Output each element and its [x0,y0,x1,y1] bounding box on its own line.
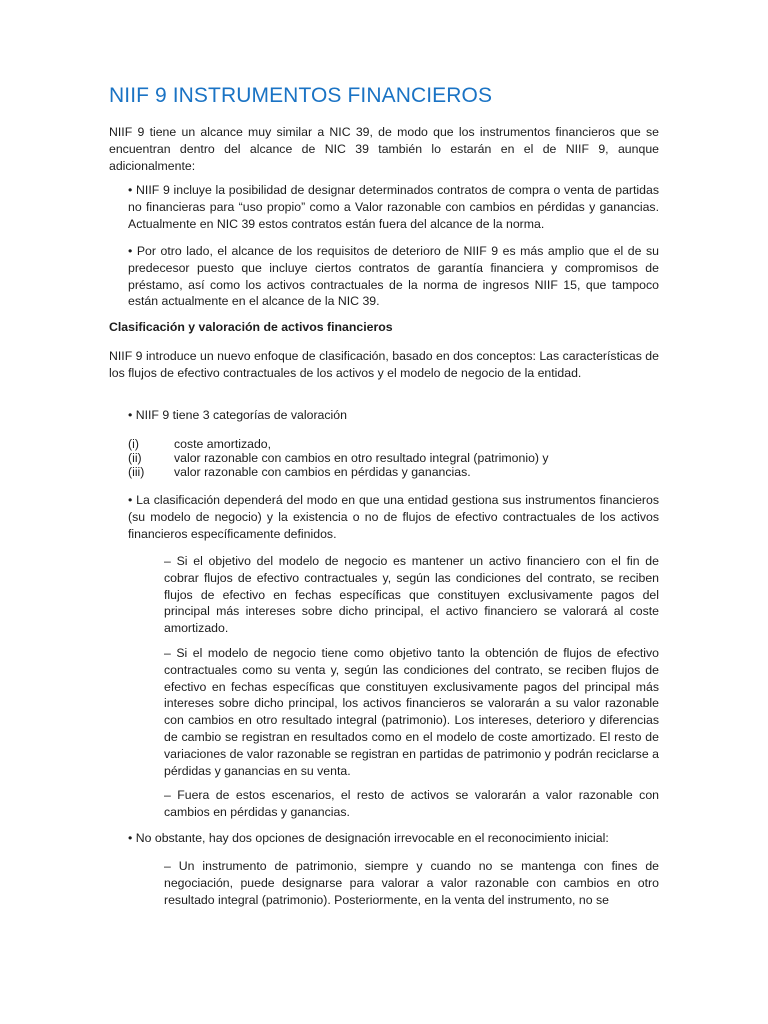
page-title: NIIF 9 INSTRUMENTOS FINANCIEROS [109,84,493,107]
intro-paragraph: NIIF 9 tiene un alcance muy similar a NIC 39, de modo que los instrumentos financieros que se encuentran dentro del alcance de NIC 39 también lo estarán en el de NIIF 9, aunque adicionalmente: [109,125,659,173]
category-text: valor razonable con cambios en otro resultado integral (patrimonio) y [174,451,549,465]
designation-bullet: • No obstante, hay dos opciones de designación irrevocable en el reconocimiento inicial: [128,831,609,845]
category-item [128,451,668,465]
scope-bullet-1: • NIIF 9 incluye la posibilidad de designar determinados contratos de compra o venta de partidas no financieras para “uso propio” como a Valor razonable con cambios en pérdidas y ganancias. Actualmente en NIC 39 estos contratos están fuera del alcance de la norma. [128,183,659,231]
section-heading: Clasificación y valoración de activos financieros [109,320,393,334]
category-number: (i) [128,437,139,451]
scope-bullet-2: • Por otro lado, el alcance de los requisitos de deterioro de NIIF 9 es más amplio que el de su predecesor puesto que incluye ciertos contratos de garantía financiera y compromisos de préstamo, así como los activos contractuales de la norma de ingresos NIIF 15, que tampoco están actualmente en el alcance de la NIC 39. [128,244,659,309]
section-intro: NIIF 9 introduce un nuevo enfoque de clasificación, basado en dos conceptos: Las características de los flujos de efectivo contractuales de los activos y el modelo de negocio de la entidad. [109,349,659,380]
amortized-cost-dash: – Si el objetivo del modelo de negocio es mantener un activo financiero con el fin de cobrar flujos de efectivo contractuales y, según las condiciones del contrato, se reciben flujos de efectivo en fechas específicas que constituyen exclusivamente pagos del principal más intereses sobre dicho principal, el activo financiero se valorará al coste amortizado. [164,554,659,636]
category-item [128,437,668,451]
oci-dash: – Si el modelo de negocio tiene como objetivo tanto la obtención de flujos de efectivo contractuales como su venta y, según las condiciones del contrato, se reciben flujos de efectivo en fechas específicas que constituyen exclusivamente pagos del principal más intereses sobre dicho principal, los activos financieros se valorarán a su valor razonable con cambios en otro resultado integral (patrimonio). Los intereses, deterioro y diferencias de cambio se registran en resultados como en el modelo de coste amortizado. El resto de variaciones de valor razonable se registran en partidas de patrimonio y podrán reciclarse a pérdidas y ganancias en su venta. [164,646,659,778]
classification-bullet: • La clasificación dependerá del modo en que una entidad gestiona sus instrumentos financieros (su modelo de negocio) y la existencia o no de flujos de efectivo contractuales de los activos financieros específicamente definidos. [128,493,659,541]
category-text: coste amortizado, [174,437,272,451]
categories-bullet: • NIIF 9 tiene 3 categorías de valoración [128,408,347,422]
category-text: valor razonable con cambios en pérdidas y ganancias. [174,465,471,479]
category-number: (iii) [128,465,145,479]
category-number: (ii) [128,451,142,465]
fvpl-dash: – Fuera de estos escenarios, el resto de activos se valorarán a valor razonable con cambios en pérdidas y ganancias. [164,788,659,819]
category-item [128,465,668,479]
equity-instrument-dash: – Un instrumento de patrimonio, siempre y cuando no se mantenga con fines de negociación, puede designarse para valorar a valor razonable con cambios en otro resultado integral (patrimonio). Posteriormente, en la venta del instrumento, no se [164,859,659,907]
